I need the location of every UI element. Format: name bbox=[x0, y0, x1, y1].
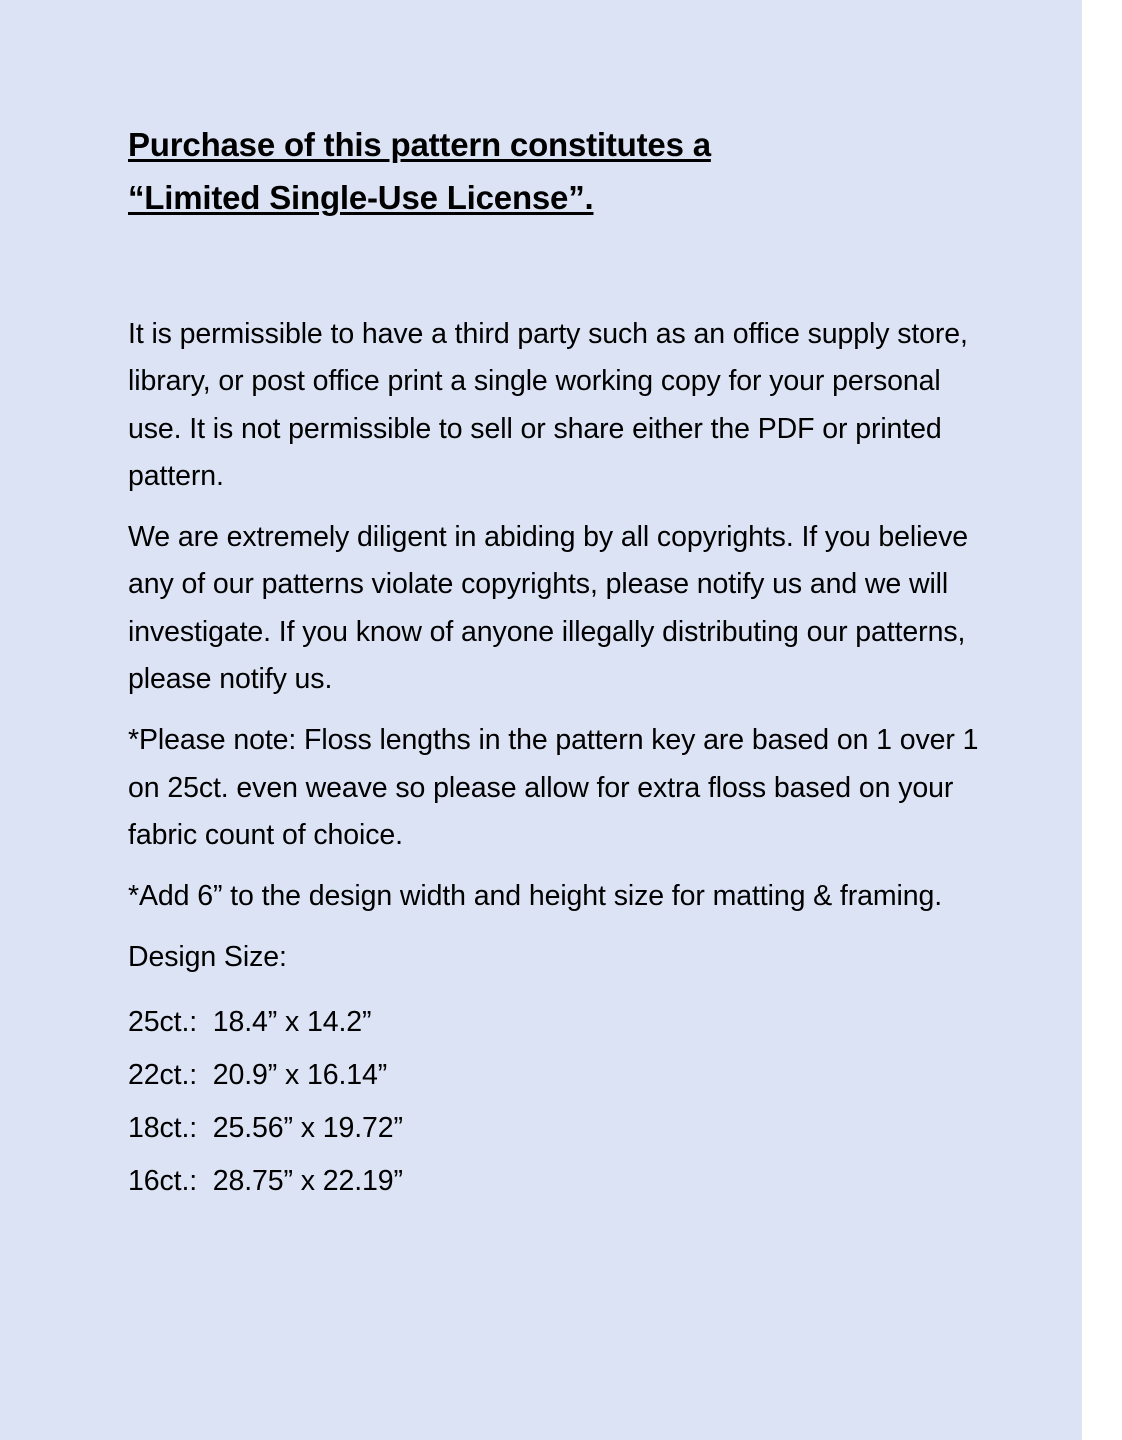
design-size-22ct: 22ct.: 20.9” x 16.14” bbox=[128, 1058, 388, 1091]
design-size-18ct: 18ct.: 25.56” x 19.72” bbox=[128, 1111, 403, 1144]
paragraph-copyright-diligence: We are extremely diligent in abiding by all copyrights. If you believe any of our patterns violate copyrights, please notify us and we will investigate. If you know of anyone illegally distributing our patterns, please notify us. bbox=[128, 521, 968, 695]
page-right-margin bbox=[1082, 0, 1102, 1440]
paragraph-floss-note: *Please note: Floss lengths in the pattern key are based on 1 over 1 on 25ct. even weave so please allow for extra floss based on your fabric count of choice. bbox=[128, 724, 979, 851]
paragraph-matting-note: *Add 6” to the design width and height size for matting & framing. bbox=[128, 880, 943, 913]
license-body bbox=[128, 311, 986, 1208]
design-size-list bbox=[128, 996, 986, 1208]
paragraph-printing-permission: It is permissible to have a third party such as an office supply store, library, or post office print a single working copy for your personal use. It is not permissible to sell or share either the PDF or printed pattern. bbox=[128, 317, 968, 492]
design-size-label: Design Size: bbox=[128, 941, 287, 974]
document-content bbox=[128, 118, 986, 1208]
design-size-25ct: 25ct.: 18.4” x 14.2” bbox=[128, 1005, 372, 1038]
page-title bbox=[128, 118, 986, 225]
page-title-line-1: Purchase of this pattern constitutes a bbox=[128, 126, 711, 163]
design-size-16ct: 16ct.: 28.75” x 22.19” bbox=[128, 1164, 403, 1197]
page-title-line-2: “Limited Single-Use License”. bbox=[128, 179, 594, 217]
